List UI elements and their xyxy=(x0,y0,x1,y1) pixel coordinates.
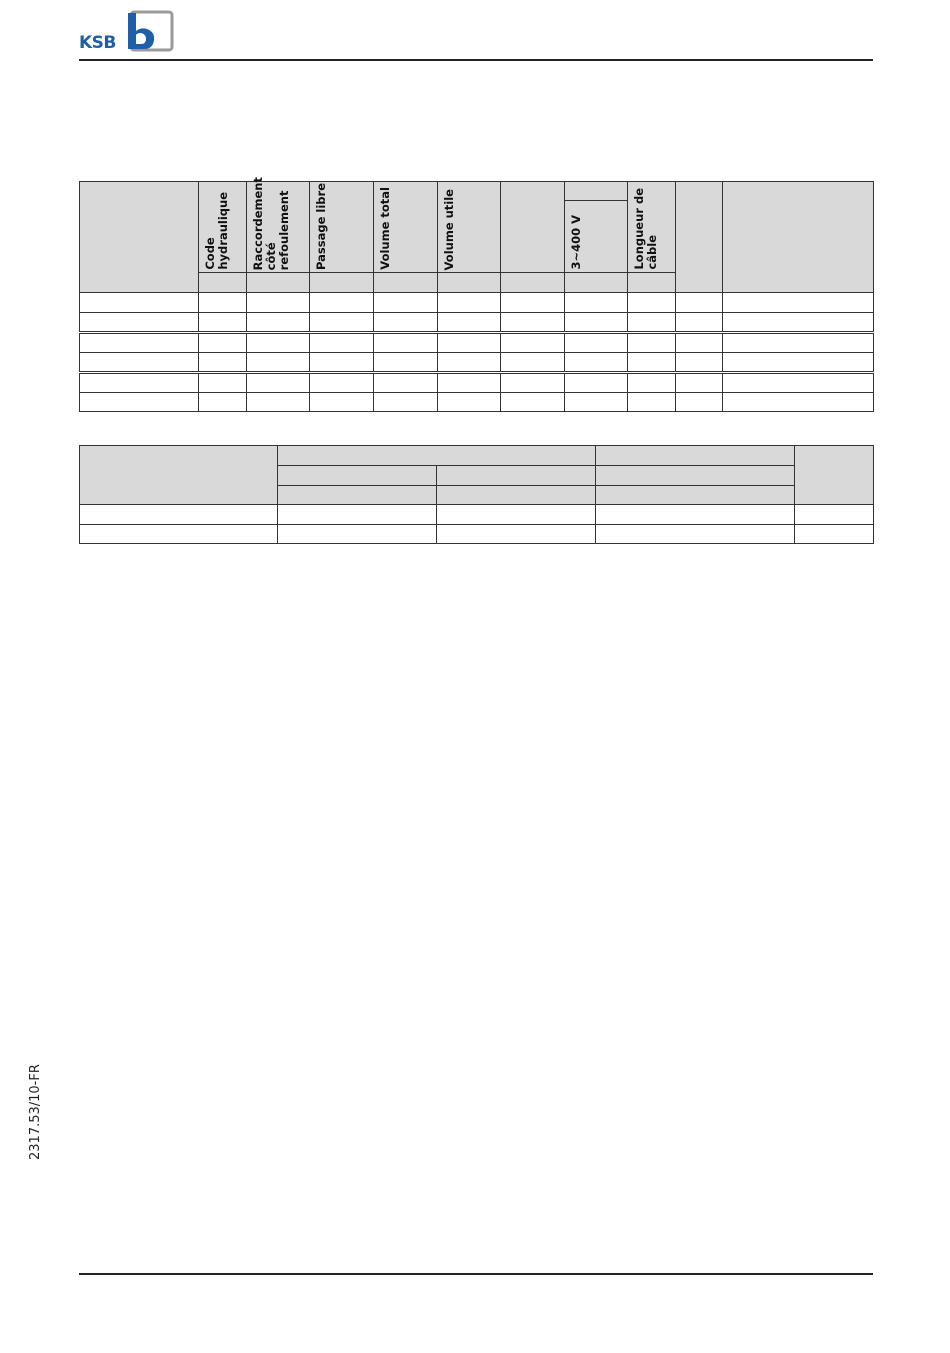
table-cell xyxy=(79,524,278,544)
document-code: 2317.53/10-FR xyxy=(28,1064,43,1160)
header-unit-cell xyxy=(627,272,676,293)
table-cell xyxy=(79,392,199,412)
table-cell xyxy=(722,292,874,313)
table-cell xyxy=(309,292,374,313)
table-cell xyxy=(675,292,723,313)
table-cell xyxy=(437,292,501,313)
header-cell xyxy=(79,181,199,293)
table-cell xyxy=(79,312,199,332)
header-unit-cell xyxy=(436,485,596,505)
table-cell xyxy=(79,333,199,353)
table-cell xyxy=(437,333,501,353)
table-cell xyxy=(722,352,874,372)
table-cell xyxy=(79,292,199,313)
table-cell xyxy=(722,312,874,332)
column-header-label: Longueur de câble xyxy=(632,188,659,270)
table-cell xyxy=(675,373,723,393)
table-cell xyxy=(436,504,596,525)
table-cell xyxy=(373,333,438,353)
header-unit-cell xyxy=(500,272,565,293)
table-cell xyxy=(373,312,438,332)
table-cell xyxy=(500,392,565,412)
table-cell xyxy=(79,504,278,525)
table-cell xyxy=(373,392,438,412)
ksb-logo xyxy=(79,9,175,53)
table-cell xyxy=(564,333,628,353)
header-cell xyxy=(722,181,874,293)
header-group-cell xyxy=(595,445,795,466)
table-cell xyxy=(309,392,374,412)
header-cell xyxy=(627,181,676,273)
header-cell xyxy=(437,181,501,273)
table-cell xyxy=(627,292,676,313)
table-cell xyxy=(627,333,676,353)
column-header-label: Raccordement côté refoulement xyxy=(251,176,291,270)
table-cell xyxy=(500,352,565,372)
table-cell xyxy=(246,373,310,393)
header-cell xyxy=(436,465,596,486)
table-cell xyxy=(309,373,374,393)
table-cell xyxy=(309,352,374,372)
table-cell xyxy=(277,524,437,544)
header-rule xyxy=(79,59,873,61)
header-cell xyxy=(309,181,374,273)
table-cell xyxy=(198,333,247,353)
header-cell xyxy=(246,176,310,273)
table-cell xyxy=(722,392,874,412)
footer-rule xyxy=(79,1273,873,1275)
header-cell xyxy=(595,465,795,486)
table-cell xyxy=(309,333,374,353)
table-cell xyxy=(198,392,247,412)
header-cell xyxy=(373,181,438,273)
logo-text: KSB xyxy=(79,33,116,53)
table-cell xyxy=(564,292,628,313)
table-cell xyxy=(564,352,628,372)
table-cell xyxy=(246,333,310,353)
table-cell xyxy=(675,333,723,353)
table-cell xyxy=(198,373,247,393)
table-cell xyxy=(437,392,501,412)
header-cell xyxy=(79,445,278,505)
column-header-label: Volume total xyxy=(378,187,392,270)
table-cell xyxy=(309,312,374,332)
table-cell xyxy=(437,352,501,372)
table-cell xyxy=(277,504,437,525)
table-cell xyxy=(198,292,247,313)
header-cell xyxy=(564,200,628,273)
table-cell xyxy=(198,352,247,372)
header-unit-cell xyxy=(564,272,628,293)
column-header-label: Volume utile xyxy=(442,188,456,270)
header-unit-cell xyxy=(309,272,374,293)
column-header-label: Passage libre xyxy=(314,183,328,270)
header-unit-cell xyxy=(198,272,247,293)
table-cell xyxy=(373,352,438,372)
table-cell xyxy=(564,312,628,332)
header-cell xyxy=(675,181,723,293)
table-cell xyxy=(198,312,247,332)
header-unit-cell xyxy=(595,485,795,505)
column-header-label: Code hydraulique xyxy=(203,192,230,270)
table-cell xyxy=(627,352,676,372)
table-cell xyxy=(500,333,565,353)
table-cell xyxy=(627,312,676,332)
table-cell xyxy=(246,292,310,313)
table-cell xyxy=(500,292,565,313)
table-cell xyxy=(794,504,874,525)
table-cell xyxy=(437,312,501,332)
table-cell xyxy=(564,373,628,393)
table-cell xyxy=(79,352,199,372)
header-unit-cell xyxy=(277,485,437,505)
table-cell xyxy=(437,373,501,393)
header-cell xyxy=(794,445,874,505)
table-cell xyxy=(627,373,676,393)
table-cell xyxy=(246,392,310,412)
table-cell xyxy=(564,392,628,412)
table-cell xyxy=(373,373,438,393)
table-cell xyxy=(675,352,723,372)
table-cell xyxy=(675,392,723,412)
header-group-cell xyxy=(564,181,628,201)
header-cell xyxy=(500,181,565,273)
table-cell xyxy=(595,504,795,525)
table-cell xyxy=(500,373,565,393)
table-cell xyxy=(595,524,795,544)
header-cell xyxy=(277,465,437,486)
header-cell xyxy=(198,181,247,273)
header-unit-cell xyxy=(246,272,310,293)
table-cell xyxy=(79,373,199,393)
table-cell xyxy=(722,333,874,353)
table-cell xyxy=(436,524,596,544)
column-header-label: 3~400 V xyxy=(569,215,583,270)
table-cell xyxy=(627,392,676,412)
table-cell xyxy=(246,312,310,332)
table-cell xyxy=(722,373,874,393)
header-unit-cell xyxy=(437,272,501,293)
header-group-cell xyxy=(277,445,596,466)
table-cell xyxy=(675,312,723,332)
table-cell xyxy=(373,292,438,313)
header-unit-cell xyxy=(373,272,438,293)
table-cell xyxy=(246,352,310,372)
table-cell xyxy=(794,524,874,544)
ksb-logo-mark-icon xyxy=(124,9,174,53)
table-cell xyxy=(500,312,565,332)
